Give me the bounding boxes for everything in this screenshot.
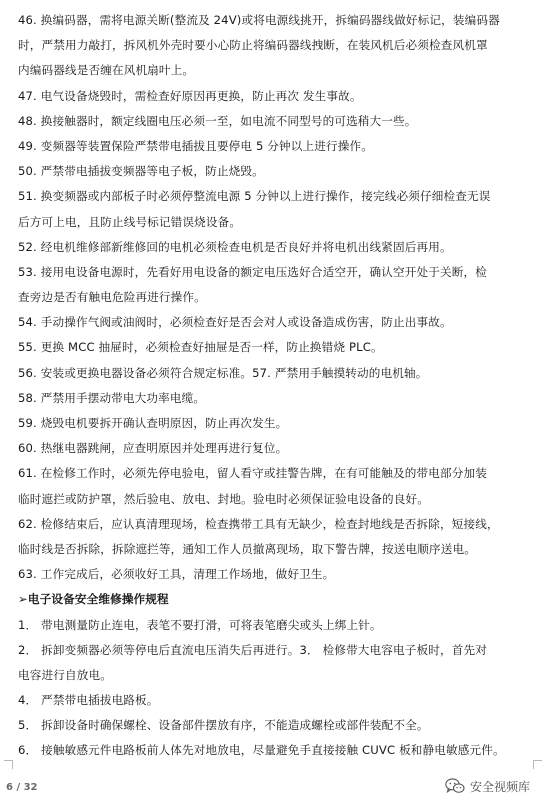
text-line: 52. 经电机维修部新维修回的电机必须检查电机是否良好并将电机出线紧固后再用。 — [18, 239, 452, 254]
section-heading: ➢电子设备安全维修操作规程 — [18, 592, 169, 607]
text-line: 时，严禁用力敲打，拆风机外壳时要小心防止将编码器线拽断，在装风机后必须检查风机罩 — [18, 38, 488, 53]
text-line: 50. 严禁带电插拔变频器等电子板，防止烧毁。 — [18, 164, 264, 179]
text-line: 47. 电气设备烧毁时，需检查好原因再更换，防止再次 发生事故。 — [18, 88, 362, 103]
text-line: 59. 烧毁电机要拆开确认查明原因，防止再次发生。 — [18, 416, 288, 430]
text-line: 62. 检修结束后，应认真清理现场，检查携带工具有无缺少，检查封地线是否拆除，短接线， — [18, 516, 499, 531]
text-line: 后方可上电，且防止线号标记错误烧设备。 — [18, 214, 242, 229]
text-line: 58. 严禁用手摆动带电大功率电缆。 — [18, 390, 206, 405]
text-line: 临时线是否拆除，拆除遮拦等，通知工作人员撤离现场，取下警告牌，按送电顺序送电。 — [18, 541, 477, 556]
text-line: 内编码器线是否缠在风机扇叶上。 — [18, 63, 195, 78]
text-line: 临时遮拦或防护罩，然后验电、放电、封地。验电时必须保证验电设备的良好。 — [18, 491, 430, 506]
text-line: 4． 严禁带电插拔电路板。 — [18, 693, 159, 708]
watermark-text: 安全视频库 — [469, 779, 530, 794]
text-line: 1． 带电测量防止连电，表笔不要打滑，可将表笔磨尖或头上绑上针。 — [18, 617, 382, 632]
crop-mark-right — [533, 760, 542, 769]
text-line: 53. 接用电设备电源时，先看好用电设备的额定电压选好合适空开，确认空开处于关断，检 — [18, 264, 487, 279]
text-line: 55. 更换 MCC 抽屉时，必须检查好抽屉是否一样，防止换错烧 PLC。 — [18, 340, 383, 355]
document-body — [18, 8, 538, 764]
text-line: 54. 手动操作气阀或油阀时，必须检查好是否会对人或设备造成伤害，防止出事故。 — [18, 315, 452, 330]
watermark — [445, 777, 530, 795]
text-line: 56. 安装或更换电器设备必须符合规定标准。57. 严禁用手触摸转动的电机轴。 — [18, 365, 428, 380]
text-line: 5． 拆卸设备时确保螺栓、设备部件摆放有序，不能造成螺栓或部件装配不全。 — [18, 718, 429, 733]
page-number: 6 / 32 — [6, 782, 38, 793]
text-line: 61. 在检修工作时，必须先停电验电，留人看守或挂警告牌，在有可能触及的带电部分加装 — [18, 466, 487, 481]
page-footer — [0, 776, 546, 801]
text-line: 60. 热继电器跳闸，应查明原因并处理再进行复位。 — [18, 441, 288, 456]
text-line: 48. 换接触器时，额定线圈电压必须一至，如电流不同型号的可选稍大一些。 — [18, 113, 417, 128]
text-line: 49. 变频器等装置保险严禁带电插拔且要停电 5 分钟以上进行操作。 — [18, 138, 374, 153]
text-line: 查旁边是否有触电危险再进行操作。 — [18, 290, 206, 305]
text-line: 电容进行自放电。 — [18, 667, 112, 682]
text-line: 46. 换编码器，需将电源关断(整流及 24V)或将电源线挑开，拆编码器线做好标记，装编码器 — [18, 13, 500, 27]
text-line: 6． 接触敏感元件电路板前人体先对地放电，尽量避免手直接接触 CUVC 板和静电敏感元件。 — [18, 743, 505, 758]
text-line: 51. 换变频器或内部板子时必须停整流电源 5 分钟以上进行操作，接完线必须仔细检查无误 — [18, 189, 491, 204]
text-line: 2． 拆卸变频器必须等停电后直流电压消失后再进行。3． 检修带大电容电子板时，首先对 — [18, 642, 487, 657]
crop-mark-left — [4, 760, 13, 769]
text-line: 63. 工作完成后，必须收好工具，清理工作场地，做好卫生。 — [18, 567, 335, 582]
wechat-icon — [445, 777, 465, 795]
